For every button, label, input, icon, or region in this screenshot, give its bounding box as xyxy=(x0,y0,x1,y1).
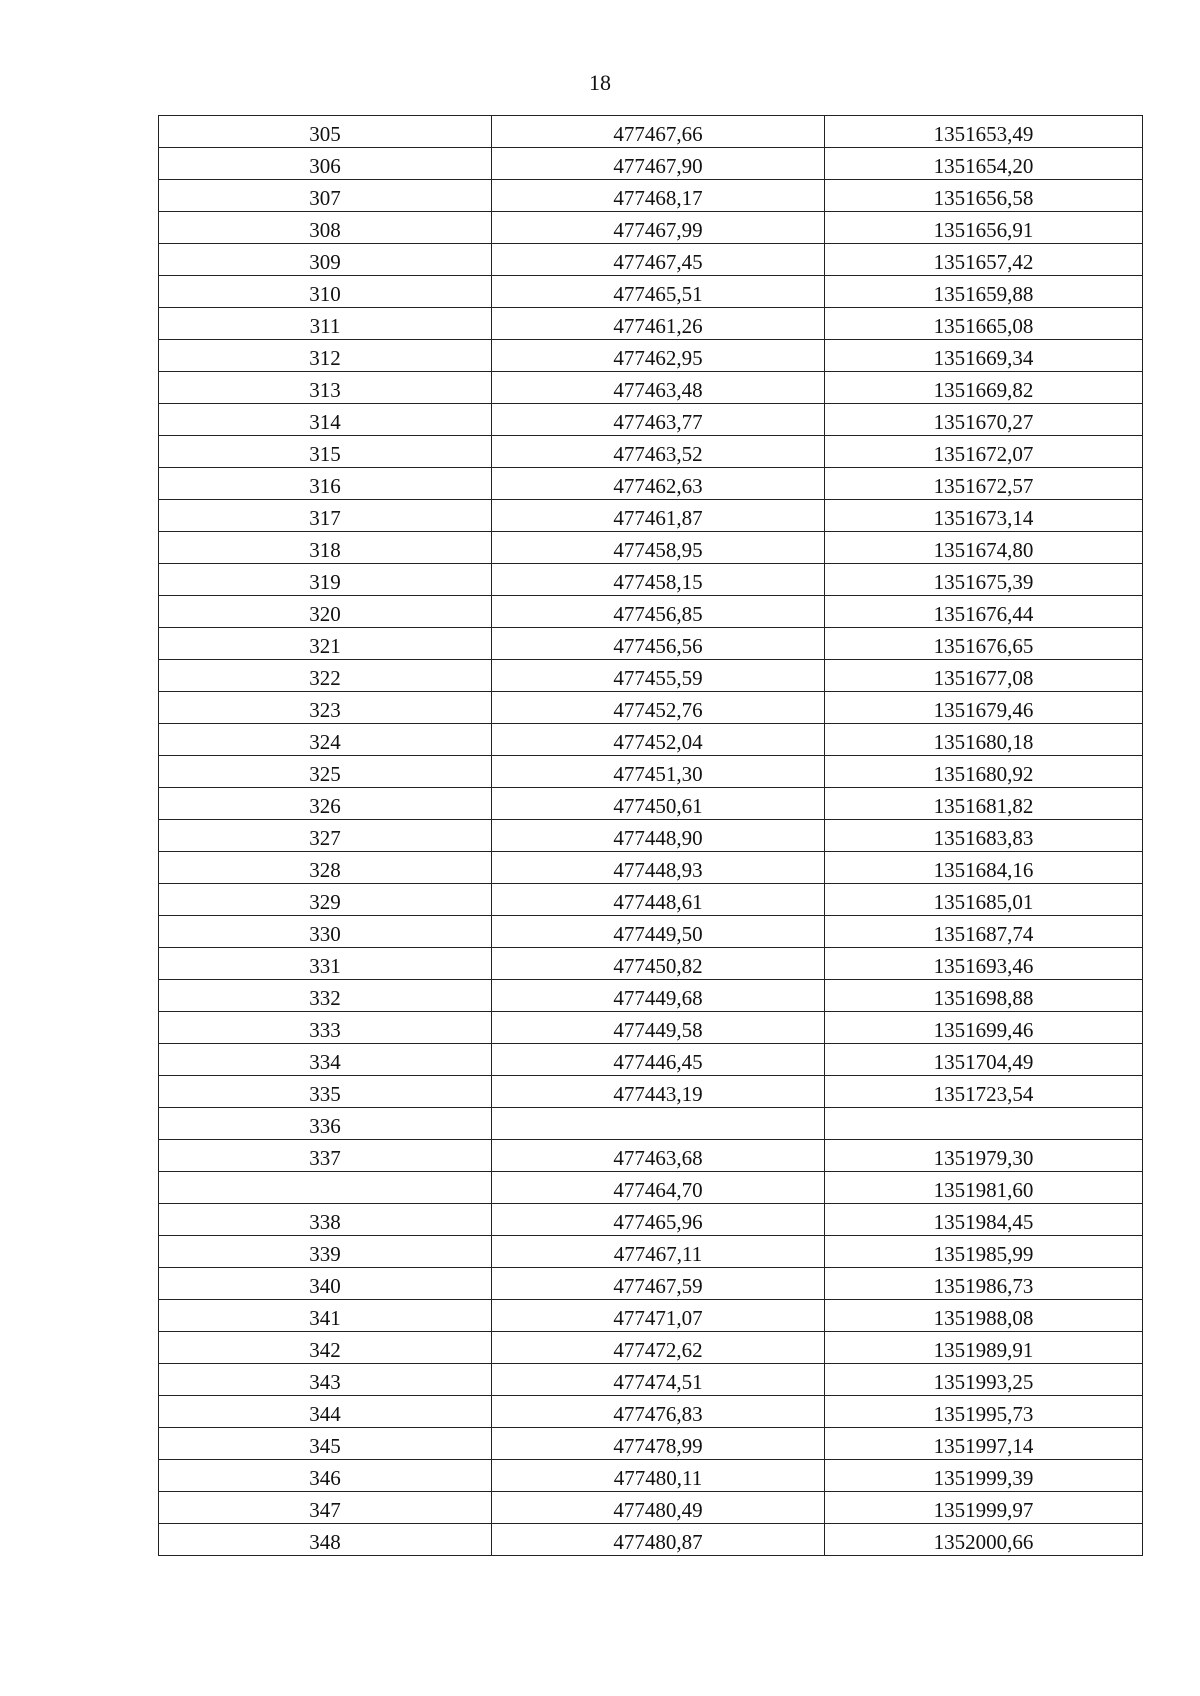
point-number-cell: 310 xyxy=(159,276,492,308)
x-coordinate-cell: 477461,26 xyxy=(492,308,825,340)
x-coordinate-cell: 477449,58 xyxy=(492,1012,825,1044)
table-row xyxy=(159,372,1143,404)
y-coordinate-cell: 1351684,16 xyxy=(825,852,1143,884)
point-number-cell: 307 xyxy=(159,180,492,212)
table-row xyxy=(159,1108,1143,1140)
y-coordinate-cell: 1351679,46 xyxy=(825,692,1143,724)
y-coordinate-cell: 1351680,92 xyxy=(825,756,1143,788)
y-coordinate-cell: 1351687,74 xyxy=(825,916,1143,948)
point-number-cell: 316 xyxy=(159,468,492,500)
x-coordinate-cell: 477474,51 xyxy=(492,1364,825,1396)
y-coordinate-cell: 1351674,80 xyxy=(825,532,1143,564)
point-number-cell: 317 xyxy=(159,500,492,532)
x-coordinate-cell: 477472,62 xyxy=(492,1332,825,1364)
y-coordinate-cell: 1351704,49 xyxy=(825,1044,1143,1076)
point-number-cell: 332 xyxy=(159,980,492,1012)
point-number-cell: 331 xyxy=(159,948,492,980)
x-coordinate-cell: 477480,11 xyxy=(492,1460,825,1492)
point-number-cell: 339 xyxy=(159,1236,492,1268)
point-number-cell: 327 xyxy=(159,820,492,852)
point-number-cell: 324 xyxy=(159,724,492,756)
x-coordinate-cell: 477458,95 xyxy=(492,532,825,564)
x-coordinate-cell xyxy=(492,1108,825,1140)
y-coordinate-cell: 1351677,08 xyxy=(825,660,1143,692)
table-row xyxy=(159,404,1143,436)
point-number-cell: 305 xyxy=(159,116,492,148)
x-coordinate-cell: 477455,59 xyxy=(492,660,825,692)
point-number-cell: 311 xyxy=(159,308,492,340)
table-row xyxy=(159,1524,1143,1556)
table-row xyxy=(159,1172,1143,1204)
x-coordinate-cell: 477465,96 xyxy=(492,1204,825,1236)
point-number-cell: 323 xyxy=(159,692,492,724)
x-coordinate-cell: 477462,95 xyxy=(492,340,825,372)
y-coordinate-cell: 1351657,42 xyxy=(825,244,1143,276)
table-row xyxy=(159,628,1143,660)
x-coordinate-cell: 477463,77 xyxy=(492,404,825,436)
page-number: 18 xyxy=(589,70,611,95)
point-number-cell: 308 xyxy=(159,212,492,244)
x-coordinate-cell: 477443,19 xyxy=(492,1076,825,1108)
x-coordinate-cell: 477463,68 xyxy=(492,1140,825,1172)
x-coordinate-cell: 477458,15 xyxy=(492,564,825,596)
point-number-cell: 319 xyxy=(159,564,492,596)
point-number-cell: 320 xyxy=(159,596,492,628)
y-coordinate-cell: 1351680,18 xyxy=(825,724,1143,756)
x-coordinate-cell: 477463,48 xyxy=(492,372,825,404)
point-number-cell: 312 xyxy=(159,340,492,372)
table-row xyxy=(159,436,1143,468)
x-coordinate-cell: 477448,61 xyxy=(492,884,825,916)
y-coordinate-cell: 1351670,27 xyxy=(825,404,1143,436)
x-coordinate-cell: 477451,30 xyxy=(492,756,825,788)
table-row xyxy=(159,1460,1143,1492)
y-coordinate-cell xyxy=(825,1108,1143,1140)
y-coordinate-cell: 1351653,49 xyxy=(825,116,1143,148)
point-number-cell: 309 xyxy=(159,244,492,276)
table-row xyxy=(159,564,1143,596)
table-row xyxy=(159,852,1143,884)
point-number-cell: 344 xyxy=(159,1396,492,1428)
y-coordinate-cell: 1351979,30 xyxy=(825,1140,1143,1172)
table-row xyxy=(159,180,1143,212)
table-row xyxy=(159,788,1143,820)
x-coordinate-cell: 477467,90 xyxy=(492,148,825,180)
point-number-cell: 315 xyxy=(159,436,492,468)
x-coordinate-cell: 477456,56 xyxy=(492,628,825,660)
point-number-cell: 328 xyxy=(159,852,492,884)
x-coordinate-cell: 477468,17 xyxy=(492,180,825,212)
point-number-cell: 346 xyxy=(159,1460,492,1492)
coordinates-table xyxy=(158,115,1143,1556)
point-number-cell: 338 xyxy=(159,1204,492,1236)
y-coordinate-cell: 1352000,66 xyxy=(825,1524,1143,1556)
y-coordinate-cell: 1351999,39 xyxy=(825,1460,1143,1492)
table-row xyxy=(159,1300,1143,1332)
x-coordinate-cell: 477480,49 xyxy=(492,1492,825,1524)
table-row xyxy=(159,244,1143,276)
point-number-cell: 340 xyxy=(159,1268,492,1300)
x-coordinate-cell: 477449,50 xyxy=(492,916,825,948)
table-row xyxy=(159,1364,1143,1396)
y-coordinate-cell: 1351984,45 xyxy=(825,1204,1143,1236)
table-row xyxy=(159,1332,1143,1364)
y-coordinate-cell: 1351681,82 xyxy=(825,788,1143,820)
table-row xyxy=(159,1428,1143,1460)
y-coordinate-cell: 1351669,34 xyxy=(825,340,1143,372)
point-number-cell: 341 xyxy=(159,1300,492,1332)
y-coordinate-cell: 1351699,46 xyxy=(825,1012,1143,1044)
table-row xyxy=(159,724,1143,756)
y-coordinate-cell: 1351659,88 xyxy=(825,276,1143,308)
x-coordinate-cell: 477465,51 xyxy=(492,276,825,308)
y-coordinate-cell: 1351656,58 xyxy=(825,180,1143,212)
table-row xyxy=(159,1268,1143,1300)
x-coordinate-cell: 477480,87 xyxy=(492,1524,825,1556)
point-number-cell: 329 xyxy=(159,884,492,916)
y-coordinate-cell: 1351654,20 xyxy=(825,148,1143,180)
table-row xyxy=(159,1044,1143,1076)
x-coordinate-cell: 477471,07 xyxy=(492,1300,825,1332)
y-coordinate-cell: 1351685,01 xyxy=(825,884,1143,916)
table-row xyxy=(159,980,1143,1012)
x-coordinate-cell: 477448,90 xyxy=(492,820,825,852)
table-row xyxy=(159,1236,1143,1268)
point-number-cell: 335 xyxy=(159,1076,492,1108)
table-row xyxy=(159,692,1143,724)
x-coordinate-cell: 477452,76 xyxy=(492,692,825,724)
y-coordinate-cell: 1351656,91 xyxy=(825,212,1143,244)
x-coordinate-cell: 477478,99 xyxy=(492,1428,825,1460)
x-coordinate-cell: 477467,59 xyxy=(492,1268,825,1300)
x-coordinate-cell: 477467,11 xyxy=(492,1236,825,1268)
y-coordinate-cell: 1351988,08 xyxy=(825,1300,1143,1332)
y-coordinate-cell: 1351989,91 xyxy=(825,1332,1143,1364)
table-row xyxy=(159,148,1143,180)
point-number-cell: 314 xyxy=(159,404,492,436)
x-coordinate-cell: 477446,45 xyxy=(492,1044,825,1076)
x-coordinate-cell: 477456,85 xyxy=(492,596,825,628)
table-row xyxy=(159,596,1143,628)
table-row xyxy=(159,1492,1143,1524)
y-coordinate-cell: 1351672,57 xyxy=(825,468,1143,500)
table-row xyxy=(159,1140,1143,1172)
point-number-cell: 321 xyxy=(159,628,492,660)
x-coordinate-cell: 477450,61 xyxy=(492,788,825,820)
point-number-cell: 342 xyxy=(159,1332,492,1364)
point-number-cell xyxy=(159,1172,492,1204)
table-row xyxy=(159,948,1143,980)
point-number-cell: 336 xyxy=(159,1108,492,1140)
x-coordinate-cell: 477452,04 xyxy=(492,724,825,756)
point-number-cell: 326 xyxy=(159,788,492,820)
x-coordinate-cell: 477449,68 xyxy=(492,980,825,1012)
table-row xyxy=(159,820,1143,852)
y-coordinate-cell: 1351993,25 xyxy=(825,1364,1143,1396)
y-coordinate-cell: 1351693,46 xyxy=(825,948,1143,980)
point-number-cell: 322 xyxy=(159,660,492,692)
y-coordinate-cell: 1351999,97 xyxy=(825,1492,1143,1524)
table-row xyxy=(159,340,1143,372)
x-coordinate-cell: 477476,83 xyxy=(492,1396,825,1428)
point-number-cell: 313 xyxy=(159,372,492,404)
y-coordinate-cell: 1351676,65 xyxy=(825,628,1143,660)
y-coordinate-cell: 1351673,14 xyxy=(825,500,1143,532)
y-coordinate-cell: 1351995,73 xyxy=(825,1396,1143,1428)
x-coordinate-cell: 477461,87 xyxy=(492,500,825,532)
x-coordinate-cell: 477467,45 xyxy=(492,244,825,276)
x-coordinate-cell: 477467,66 xyxy=(492,116,825,148)
y-coordinate-cell: 1351672,07 xyxy=(825,436,1143,468)
point-number-cell: 306 xyxy=(159,148,492,180)
table-row xyxy=(159,276,1143,308)
point-number-cell: 348 xyxy=(159,1524,492,1556)
x-coordinate-cell: 477448,93 xyxy=(492,852,825,884)
table-row xyxy=(159,1012,1143,1044)
table-row xyxy=(159,500,1143,532)
y-coordinate-cell: 1351669,82 xyxy=(825,372,1143,404)
y-coordinate-cell: 1351665,08 xyxy=(825,308,1143,340)
y-coordinate-cell: 1351698,88 xyxy=(825,980,1143,1012)
table-row xyxy=(159,756,1143,788)
y-coordinate-cell: 1351986,73 xyxy=(825,1268,1143,1300)
table-row xyxy=(159,116,1143,148)
point-number-cell: 325 xyxy=(159,756,492,788)
x-coordinate-cell: 477463,52 xyxy=(492,436,825,468)
y-coordinate-cell: 1351723,54 xyxy=(825,1076,1143,1108)
table-row xyxy=(159,1204,1143,1236)
point-number-cell: 334 xyxy=(159,1044,492,1076)
point-number-cell: 318 xyxy=(159,532,492,564)
x-coordinate-cell: 477464,70 xyxy=(492,1172,825,1204)
y-coordinate-cell: 1351683,83 xyxy=(825,820,1143,852)
x-coordinate-cell: 477467,99 xyxy=(492,212,825,244)
point-number-cell: 337 xyxy=(159,1140,492,1172)
y-coordinate-cell: 1351997,14 xyxy=(825,1428,1143,1460)
table-row xyxy=(159,884,1143,916)
table-row xyxy=(159,916,1143,948)
point-number-cell: 343 xyxy=(159,1364,492,1396)
coordinates-table-body xyxy=(159,116,1143,1556)
y-coordinate-cell: 1351985,99 xyxy=(825,1236,1143,1268)
point-number-cell: 347 xyxy=(159,1492,492,1524)
point-number-cell: 330 xyxy=(159,916,492,948)
point-number-cell: 345 xyxy=(159,1428,492,1460)
y-coordinate-cell: 1351675,39 xyxy=(825,564,1143,596)
table-row xyxy=(159,212,1143,244)
table-row xyxy=(159,1076,1143,1108)
x-coordinate-cell: 477450,82 xyxy=(492,948,825,980)
table-row xyxy=(159,308,1143,340)
table-row xyxy=(159,468,1143,500)
table-row xyxy=(159,660,1143,692)
y-coordinate-cell: 1351981,60 xyxy=(825,1172,1143,1204)
x-coordinate-cell: 477462,63 xyxy=(492,468,825,500)
table-row xyxy=(159,532,1143,564)
table-row xyxy=(159,1396,1143,1428)
point-number-cell: 333 xyxy=(159,1012,492,1044)
y-coordinate-cell: 1351676,44 xyxy=(825,596,1143,628)
